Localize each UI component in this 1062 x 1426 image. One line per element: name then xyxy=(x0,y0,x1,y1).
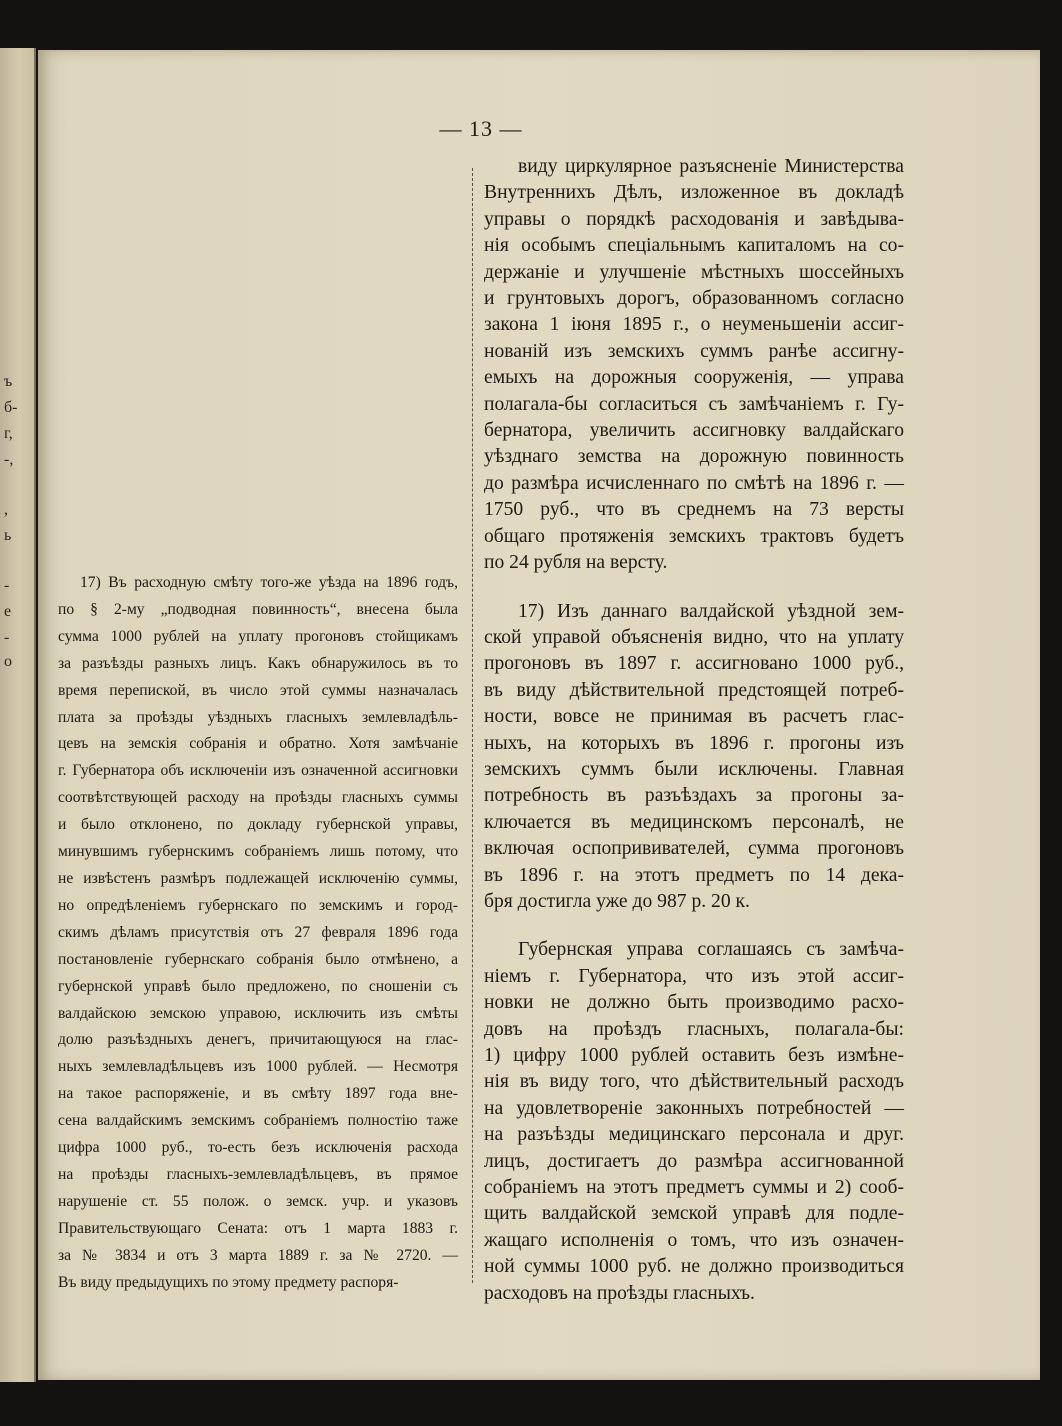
prev-page-fragment: , xyxy=(4,501,8,518)
text-line: довъ на проѣздъ гласныхъ, полагала-бы: xyxy=(484,1018,904,1040)
text-line: полагала-бы согласиться съ замѣчаніемъ г. Гу- xyxy=(484,393,904,415)
prev-page-fragment: -, xyxy=(4,451,14,468)
text-line: земскихъ суммъ были исключены. Главная xyxy=(484,758,904,780)
prev-page-fragment: г, xyxy=(4,425,13,442)
paragraph xyxy=(484,154,904,577)
paragraph xyxy=(484,599,904,916)
left-column xyxy=(58,570,458,1296)
text-line: ской управой объясненія видно, что на уплату xyxy=(484,626,904,648)
text-line: 1750 руб., что въ среднемъ на 73 версты xyxy=(484,499,904,521)
text-line: Правительствующаго Сената: отъ 1 марта 1883 г. xyxy=(58,1219,458,1237)
prev-page-fragment: ъ xyxy=(4,373,13,390)
text-line: держаніе и улучшеніе мѣстныхъ шоссейныхъ xyxy=(484,261,904,283)
text-line: но опредѣленіемъ губернскаго по земскимъ и город- xyxy=(58,896,458,914)
text-line: 17) Въ расходную смѣту того-же уѣзда на 1896 годъ, xyxy=(80,574,458,591)
text-line: валдайскою земскою управою, исключить изъ смѣты xyxy=(58,1004,458,1022)
text-line: жащаго исполненія о томъ, что изъ означен- xyxy=(484,1229,904,1251)
paragraph-gap xyxy=(484,915,904,937)
column-divider xyxy=(472,168,473,1283)
text-line: на разъѣзды медицинскаго персонала и друг. xyxy=(484,1124,904,1146)
prev-page-fragment: о xyxy=(4,653,12,670)
text-line: закона 1 іюня 1895 г., о неуменьшеніи ассиг- xyxy=(484,314,904,336)
text-line: постановленіе губернскаго собранія было отмѣнено, а xyxy=(58,950,458,968)
text-line: нарушеніе ст. 55 полож. о земск. учр. и указовъ xyxy=(58,1192,458,1210)
text-line: нія въ виду того, что дѣйствительный расходъ xyxy=(484,1071,904,1093)
text-line: соотвѣтствующей расходу на проѣзды гласныхъ суммы xyxy=(58,789,458,807)
text-line: прогоновъ въ 1897 г. ассигновано 1000 руб., xyxy=(484,653,904,675)
text-line: и грунтовыхъ дорогъ, образованномъ согласно xyxy=(484,288,904,310)
text-line: не извѣстенъ размѣръ подлежащей исключенію суммы, xyxy=(58,869,458,887)
text-line: въ 1896 г. на этотъ предметъ по 14 дека- xyxy=(484,864,904,886)
document-page xyxy=(38,50,1040,1380)
text-line: бернатора, увеличить ассигновку валдайскаго xyxy=(484,420,904,442)
text-line: ныхъ, на которыхъ въ 1896 г. прогоны изъ xyxy=(484,732,904,754)
paragraph xyxy=(484,937,904,1307)
text-line: нія особымъ спеціальнымъ капиталомъ на со- xyxy=(484,235,904,257)
text-line: за разъѣзды разныхъ лицъ. Какъ обнаружилось въ то xyxy=(58,654,458,672)
prev-page-fragment: ь xyxy=(4,527,12,544)
text-line: 1) цифру 1000 рублей оставить безъ измѣне- xyxy=(484,1045,904,1066)
text-line: на такое распоряженіе, и въ смѣту 1897 года вне- xyxy=(58,1085,458,1103)
text-line: сена валдайскимъ земскимъ собраніемъ полностію таже xyxy=(58,1112,458,1130)
text-line: по 24 рубля на версту. xyxy=(484,552,668,574)
prev-page-fragment: - xyxy=(4,577,10,594)
text-line: 17) Изъ даннаго валдайской уѣздной зем- xyxy=(518,600,904,622)
text-line: г. Губернатора объ исключеніи изъ означенной ассигновки xyxy=(58,762,458,780)
text-line: и было отклонено, по докладу губернской управы, xyxy=(58,816,458,834)
text-line: Губернская управа соглашаясь съ замѣча- xyxy=(518,939,904,961)
text-line: виду циркулярное разъясненіе Министерства xyxy=(518,156,904,177)
text-line: общаго протяженія земскихъ трактовъ будетъ xyxy=(484,525,904,547)
text-line: губернской управѣ было предложено, по сношеніи съ xyxy=(58,977,458,995)
text-line: въ виду дѣйствительной предстоящей потреб- xyxy=(484,679,904,701)
text-line: ности, вовсе не принимая въ расчетъ глас- xyxy=(484,706,904,728)
text-line: цевъ на земскія собранія и обратно. Хотя замѣчаніе xyxy=(58,735,458,753)
text-line: на удовлетвореніе законныхъ потребностей — xyxy=(484,1097,904,1119)
text-line: лицъ, достигаетъ до размѣра ассигнованной xyxy=(484,1150,904,1172)
text-line: на проѣзды гласныхъ-землевладѣльцевъ, въ прямое xyxy=(58,1165,458,1183)
text-line: минувшимъ губернскимъ собраніемъ лишь потому, что xyxy=(58,843,458,861)
text-line: бря достигла уже до 987 р. 20 к. xyxy=(484,890,750,912)
text-line: новки не должно быть производимо расхо- xyxy=(484,992,904,1014)
text-line: собраніемъ на этотъ предметъ суммы и 2) сооб- xyxy=(484,1177,904,1199)
text-line: за № 3834 и отъ 3 марта 1889 г. за № 2720. — xyxy=(58,1246,458,1264)
text-line: ныхъ землевладѣльцевъ изъ 1000 рублей. — Несмотря xyxy=(58,1058,458,1076)
text-line: включая оспопрививателей, сумма прогоновъ xyxy=(484,838,904,860)
text-line: емыхъ на дорожныя сооруженія, — управа xyxy=(484,367,904,389)
text-line: потребность въ разъѣздахъ за прогоны за- xyxy=(484,785,904,807)
text-line: уѣзднаго земства на дорожную повинность xyxy=(484,446,904,468)
text-line: ключается въ медицинскомъ персоналѣ, не xyxy=(484,811,904,833)
text-line: щить валдайской земской управѣ для подле- xyxy=(484,1203,904,1225)
text-line: нованій изъ земскихъ суммъ ранѣе ассигну- xyxy=(484,340,904,362)
text-line: управы о порядкѣ расходованія и завѣдыва- xyxy=(484,208,904,230)
text-line: цифра 1000 руб., то-есть безъ исключенія расхода xyxy=(58,1139,458,1157)
text-line: долю разъѣздныхъ денегъ, причитающуюся на глас- xyxy=(58,1031,458,1049)
text-line: ной суммы 1000 руб. не должно производиться xyxy=(484,1256,904,1278)
text-line: скимъ дѣламъ присутствія отъ 27 февраля 1896 года xyxy=(58,923,458,941)
text-line: сумма 1000 рублей на уплату прогоновъ стойщикамъ xyxy=(58,627,458,645)
text-line: плата за проѣзды уѣздныхъ гласныхъ землевладѣль- xyxy=(58,708,458,726)
prev-page-fragment: б- xyxy=(4,399,18,416)
page-number: — 13 — xyxy=(439,116,523,141)
text-line: до размѣра исчисленнаго по смѣтѣ на 1896 г. — xyxy=(484,472,904,494)
text-line: время перепиской, въ число этой суммы назначалась xyxy=(58,681,458,699)
prev-page-fragment: - xyxy=(4,629,10,646)
right-column xyxy=(484,154,904,1307)
text-line: Внутреннихъ Дѣлъ, изложенное въ докладѣ xyxy=(484,182,904,204)
text-line: ніемъ г. Губернатора, что изъ этой ассиг- xyxy=(484,965,904,987)
text-line: расходовъ на проѣзды гласныхъ. xyxy=(484,1282,755,1304)
text-line: Въ виду предыдущихъ по этому предмету распоря- xyxy=(58,1273,399,1291)
text-line: по § 2-му „подводная повинность“, внесена была xyxy=(58,600,458,618)
paragraph-gap xyxy=(484,577,904,599)
paragraph xyxy=(58,570,458,1296)
previous-page-edge xyxy=(0,48,36,1382)
prev-page-fragment: е xyxy=(4,603,12,620)
